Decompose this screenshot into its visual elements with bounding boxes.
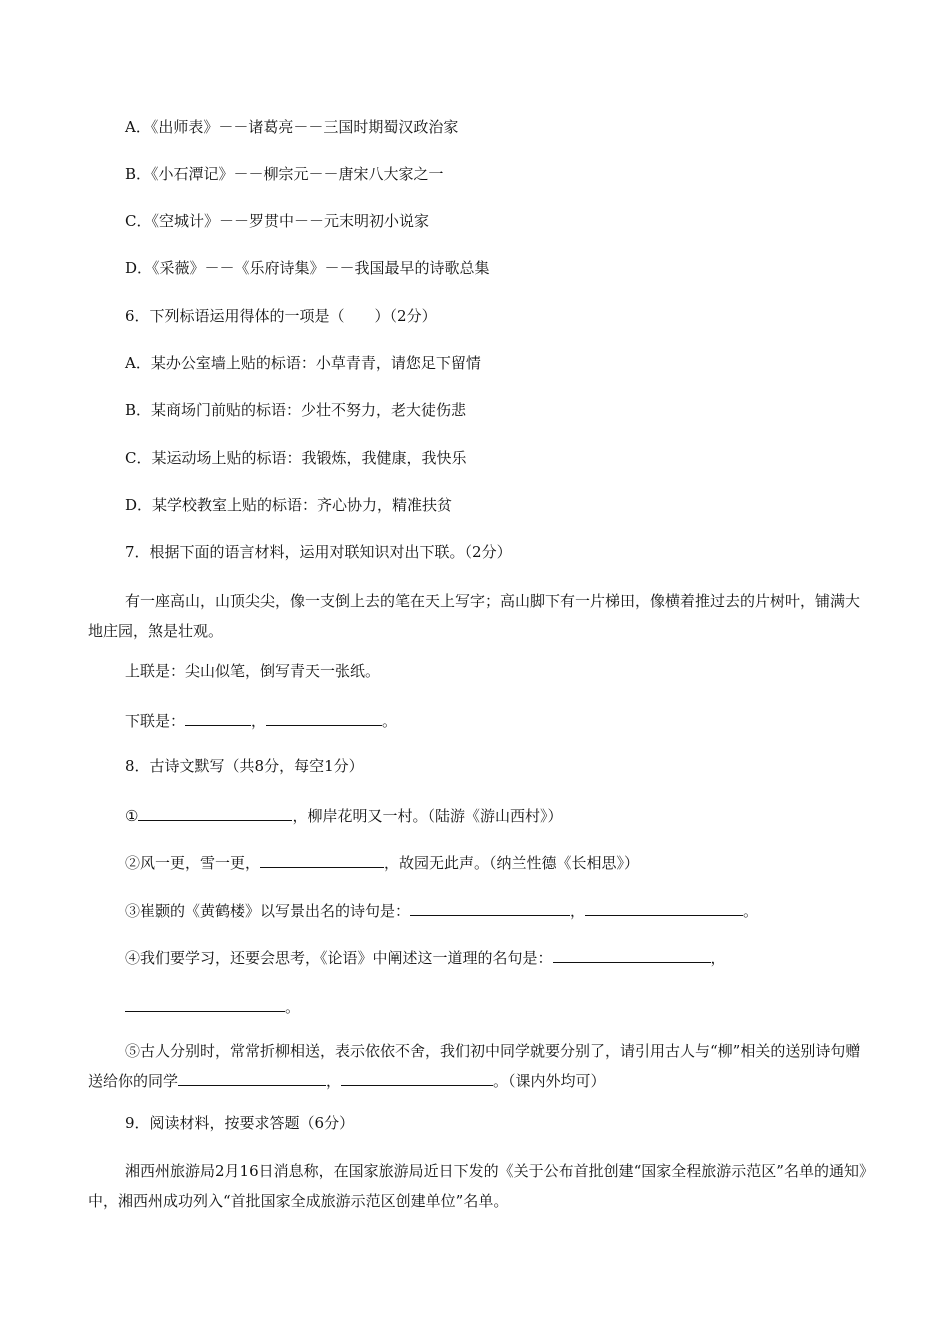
q5-option-b: B．《小石潭记》－－柳宗元－－唐宋八大家之一 bbox=[125, 165, 444, 183]
q7-lower-sep: ， bbox=[251, 712, 267, 730]
q8-item4-prefix: ④我们要学习，还要会思考，《论语》中阐述这一道理的名句是： bbox=[125, 949, 553, 967]
q8-item1-prefix: ① bbox=[125, 807, 139, 825]
q6-option-d: D．某学校教室上贴的标语：齐心协力，精准扶贫 bbox=[125, 496, 453, 514]
q7-lower-end: 。 bbox=[382, 712, 398, 730]
q6-option-c: C．某运动场上贴的标语：我锻炼，我健康，我快乐 bbox=[125, 449, 467, 467]
q8-item5-sep: ， bbox=[326, 1072, 342, 1090]
q7-lower-prefix: 下联是： bbox=[125, 712, 186, 730]
q8-item3-sep: ， bbox=[570, 902, 586, 920]
q8-item3-blank-1[interactable] bbox=[410, 899, 570, 916]
q7-material: 有一座高山，山顶尖尖，像一支倒上去的笔在天上写字；高山脚下有一片梯田，像横着推过去的片树叶，铺满大地庄园，煞是壮观。 bbox=[88, 592, 861, 640]
q8-item1-suffix: ，柳岸花明又一村。（陆游《游山西村》） bbox=[292, 807, 563, 825]
q8-item-2 bbox=[125, 851, 639, 873]
q8-item3-prefix: ③崔颢的《黄鹤楼》以写景出名的诗句是： bbox=[125, 902, 411, 920]
q8-item5-text: ⑤古人分别时，常常折柳相送，表示依依不舍，我们初中同学就要分别了，请引用古人与“柳”相关的送别诗句赠送给你的同学 bbox=[88, 1042, 861, 1090]
q8-item2-suffix: ，故园无此声。（纳兰性德《长相思》） bbox=[384, 854, 640, 872]
q7-lower-couplet bbox=[125, 709, 397, 731]
q6-stem: 6．下列标语运用得体的一项是（ ）（2分） bbox=[125, 307, 437, 325]
q8-item-4-cont bbox=[125, 995, 300, 1017]
q8-item3-blank-2[interactable] bbox=[585, 899, 743, 916]
q8-item2-blank[interactable] bbox=[260, 851, 384, 868]
q5-option-a: A．《出师表》－－诸葛亮－－三国时期蜀汉政治家 bbox=[125, 118, 459, 136]
q8-item-1 bbox=[125, 804, 562, 826]
q8-item1-blank[interactable] bbox=[138, 804, 292, 821]
q5-option-c: C．《空城计》－－罗贯中－－元末明初小说家 bbox=[125, 212, 429, 230]
q8-item4-blank-2[interactable] bbox=[125, 995, 285, 1012]
q9-stem: 9．阅读材料，按要求答题（6分） bbox=[125, 1114, 355, 1132]
q6-option-b: B．某商场门前贴的标语：少壮不努力，老大徒伤悲 bbox=[125, 401, 467, 419]
q8-item5-end: 。（课内外均可） bbox=[493, 1072, 606, 1090]
q8-item3-end: 。 bbox=[743, 902, 759, 920]
q7-blank-1[interactable] bbox=[185, 709, 251, 726]
q9-material: 湘西州旅游局2月16日消息称，在国家旅游局近日下发的《关于公布首批创建“国家全程旅游示范区”名单的通知》中，湘西州成功列入“首批国家全成旅游示范区创建单位”名单。 bbox=[88, 1162, 867, 1210]
q8-item4-blank-1[interactable] bbox=[553, 946, 711, 963]
q8-item-5 bbox=[88, 1036, 868, 1096]
q8-item5-blank-1[interactable] bbox=[178, 1069, 326, 1086]
q5-option-d: D．《采薇》－－《乐府诗集》－－我国最早的诗歌总集 bbox=[125, 259, 490, 277]
q8-item-3 bbox=[125, 899, 758, 921]
q8-item-4 bbox=[125, 946, 726, 968]
q6-option-a: A．某办公室墙上贴的标语：小草青青，请您足下留情 bbox=[125, 354, 481, 372]
q7-upper-couplet: 上联是：尖山似笔，倒写青天一张纸。 bbox=[125, 662, 381, 680]
q8-item2-prefix: ②风一更，雪一更， bbox=[125, 854, 261, 872]
q8-stem: 8．古诗文默写（共8分，每空1分） bbox=[125, 757, 364, 775]
q7-stem: 7．根据下面的语言材料，运用对联知识对出下联。（2分） bbox=[125, 543, 512, 561]
q8-item4-sep: ， bbox=[710, 949, 726, 967]
q8-item5-blank-2[interactable] bbox=[341, 1069, 493, 1086]
q7-blank-2[interactable] bbox=[266, 709, 382, 726]
q8-item4-end: 。 bbox=[285, 998, 301, 1016]
